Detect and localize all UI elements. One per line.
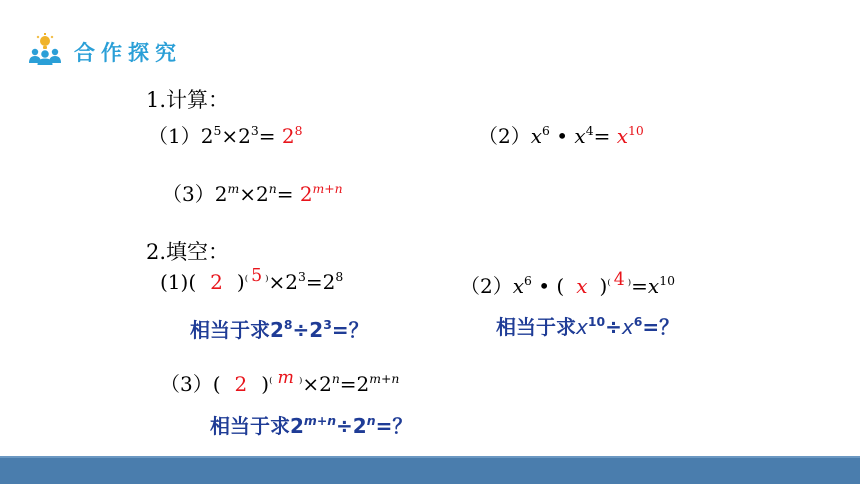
blank-base-3: 2 — [234, 372, 248, 396]
blank-base-1: 2 — [210, 270, 223, 294]
team-lightbulb-icon — [28, 32, 62, 66]
blank-exp-2: 4 — [613, 270, 625, 291]
answer-2: $x^{10}$ — [616, 123, 644, 148]
hint-1: 相当于求$2^8\div 2^3=$？ — [190, 317, 369, 342]
blank-exp-3: m — [277, 368, 294, 389]
hint-2: 相当于求$x^{10}\div x^6=$？ — [496, 314, 680, 339]
hint-3: 相当于求$2^{m+n}\div 2^n=$？ — [210, 413, 413, 438]
fill-item-2: $(2)x^6$ • ( x )$^{( 4 )}=x^{10}$ — [460, 270, 675, 298]
section-title: 合作探究 — [74, 41, 182, 65]
section1-heading: 1.计算： — [146, 88, 230, 112]
calc-item-1: $(1)2^5\times 2^3= 2^8$ — [148, 123, 303, 148]
section2-heading: 2.填空： — [146, 240, 230, 264]
blank-exp-1: 5 — [251, 266, 263, 287]
calc-item-2: $(2)x^6$ • $x^4= x^{10}$ — [478, 123, 644, 148]
answer-3: $2^{m+n}$ — [299, 181, 343, 206]
blank-base-2: x — [576, 274, 588, 298]
calc-item-3: $(3)2^m\times 2^n= 2^{m+n}$ — [162, 181, 343, 206]
answer-1: $2^8$ — [281, 123, 303, 148]
footer-band — [0, 456, 860, 484]
fill-item-3: （3）( 2 )$^{( m )}\times 2^n=2^{m+n}$ — [160, 368, 400, 396]
fill-item-1: (1)( 2 )$^{( 5 )}\times 2^3=2^8$ — [160, 266, 344, 294]
